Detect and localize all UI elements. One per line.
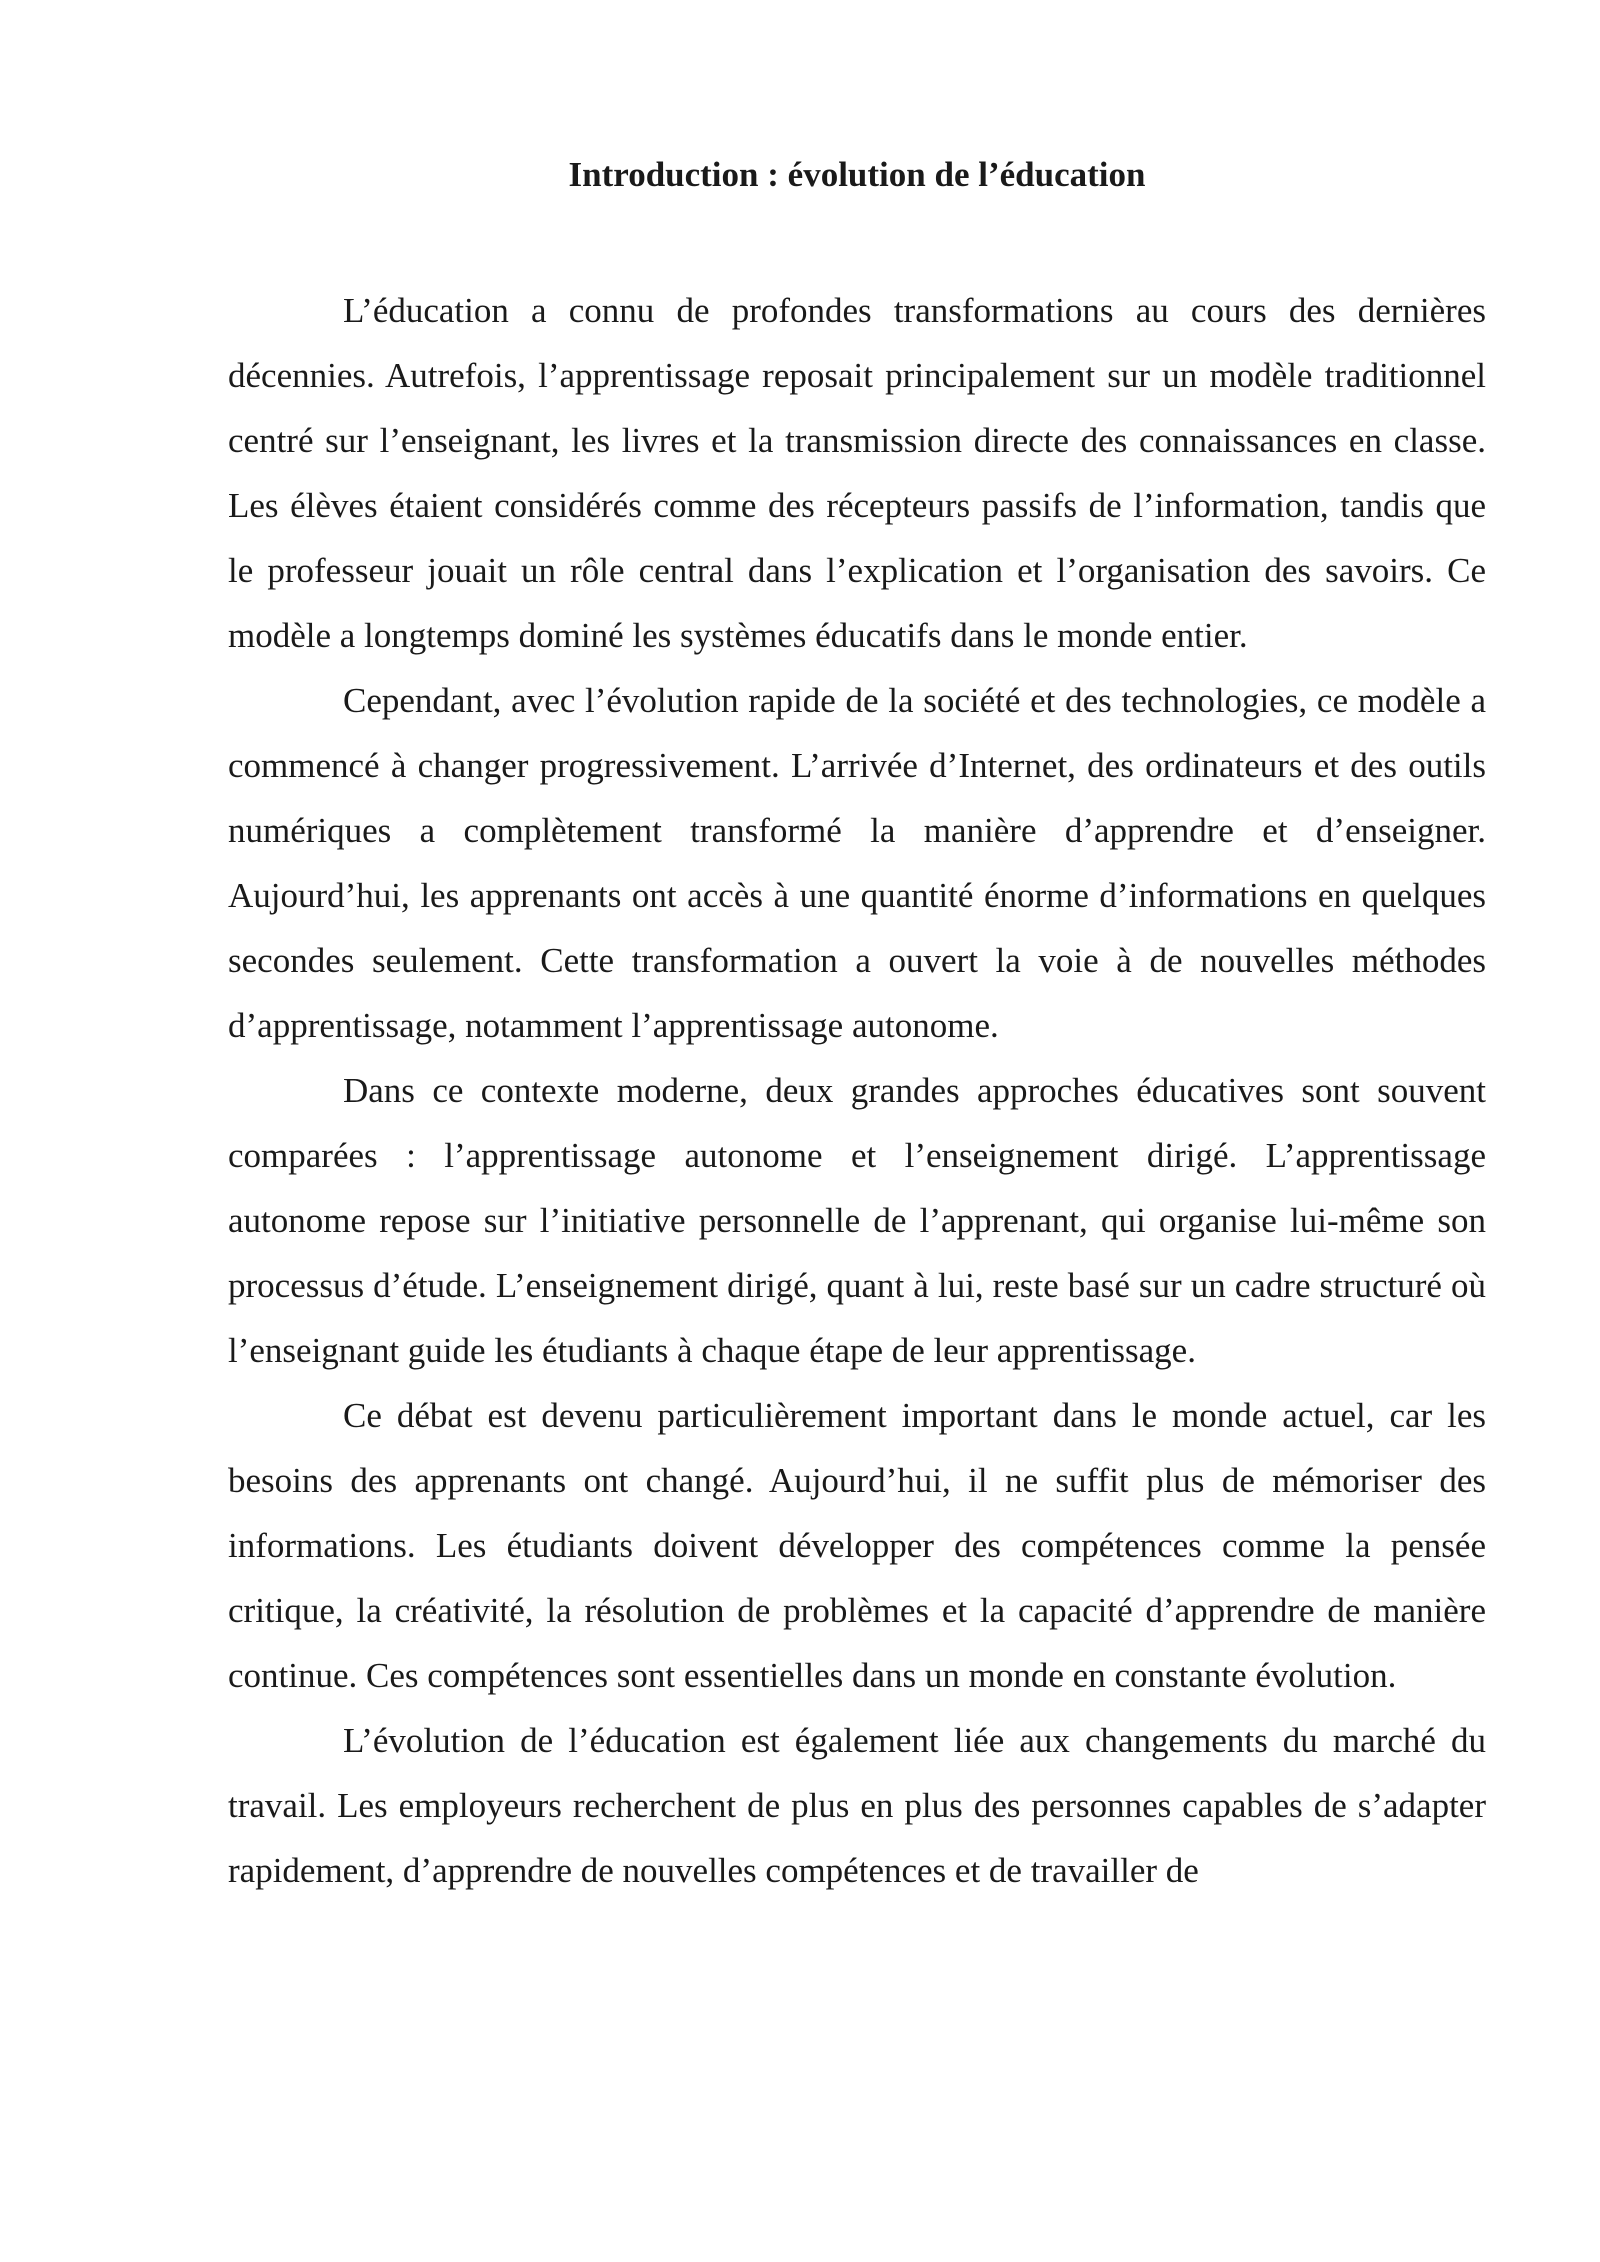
document-body (228, 278, 1486, 1903)
paragraph-5: L’évolution de l’éducation est également liée aux changements du marché du travail. Les employeurs recherchent de plus en plus des personnes capables de s’adapter rapidement, d’apprendre de nouvelles compétences et de travailler de (228, 1721, 1486, 1890)
paragraph-3: Dans ce contexte moderne, deux grandes approches éducatives sont souvent comparées : l’apprentissage autonome et l’enseignement dirigé. L’apprentissage autonome repose sur l’initiative personnelle de l’apprenant, qui organise lui-même son processus d’étude. L’enseignement dirigé, quant à lui, reste basé sur un cadre structuré où l’enseignant guide les étudiants à chaque étape de leur apprentissage. (228, 1071, 1486, 1370)
paragraph-2: Cependant, avec l’évolution rapide de la société et des technologies, ce modèle a commencé à changer progressivement. L’arrivée d’Internet, des ordinateurs et des outils numériques a complètement transformé la manière d’apprendre et d’enseigner. Aujourd’hui, les apprenants ont accès à une quantité énorme d’informations en quelques secondes seulement. Cette transformation a ouvert la voie à de nouvelles méthodes d’apprentissage, notamment l’apprentissage autonome. (228, 681, 1486, 1045)
paragraph-1: L’éducation a connu de profondes transformations au cours des dernières décennies. Autrefois, l’apprentissage reposait principalement sur un modèle traditionnel centré sur l’enseignant, les livres et la transmission directe des connaissances en classe. Les élèves étaient considérés comme des récepteurs passifs de l’information, tandis que le professeur jouait un rôle central dans l’explication et l’organisation des savoirs. Ce modèle a longtemps dominé les systèmes éducatifs dans le monde entier. (228, 291, 1486, 655)
document-title: Introduction : évolution de l’éducation (568, 155, 1146, 194)
paragraph-4: Ce débat est devenu particulièrement important dans le monde actuel, car les besoins des apprenants ont changé. Aujourd’hui, il ne suffit plus de mémoriser des informations. Les étudiants doivent développer des compétences comme la pensée critique, la créativité, la résolution de problèmes et la capacité d’apprendre de manière continue. Ces compétences sont essentielles dans un monde en constante évolution. (228, 1396, 1486, 1695)
